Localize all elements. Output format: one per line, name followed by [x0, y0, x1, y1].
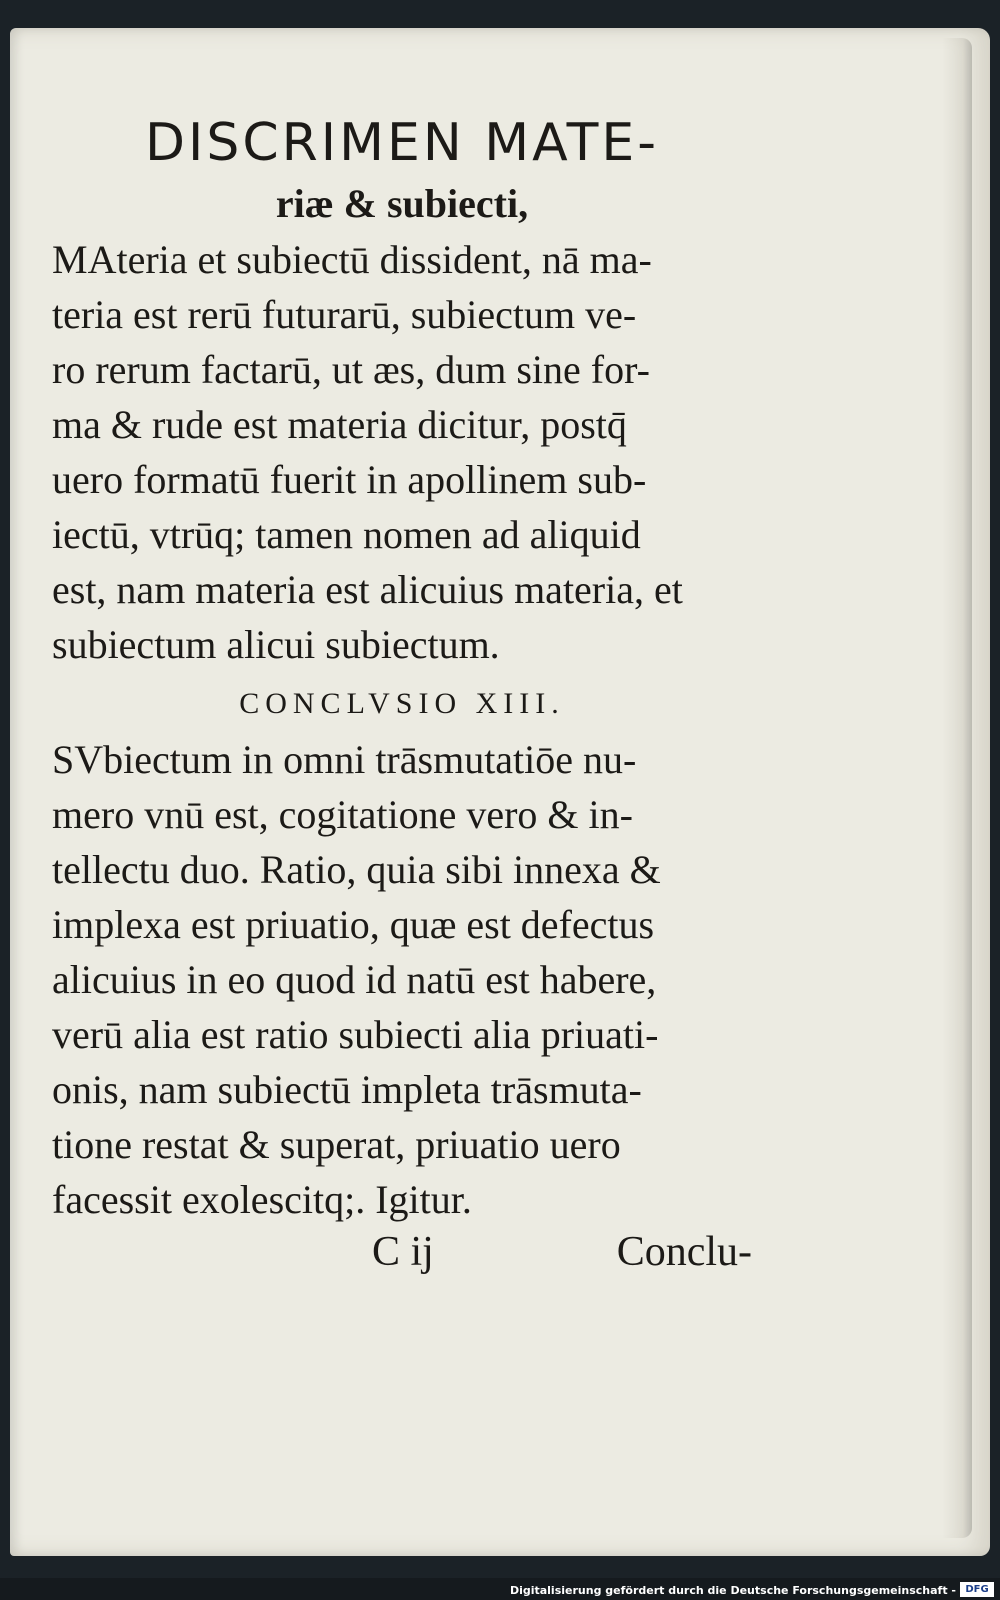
text-line: iectū, vtrūq; tamen nomen ad aliquid — [52, 512, 641, 557]
page-title: DISCRIMEN MATE- — [144, 113, 660, 173]
text-line: subiectum alicui subiectum. — [52, 622, 500, 667]
text-line: tione restat & superat, priuatio uero — [52, 1122, 621, 1167]
paragraph-2 — [52, 732, 752, 1227]
page-edge-shadow — [942, 38, 972, 1538]
funding-credit: Digitalisierung gefördert durch die Deutsche Forschungsgemeinschaft - — [509, 1584, 956, 1597]
text-line: ro rerum factarū, ut æs, dum sine for- — [52, 347, 650, 392]
text-line: mero vnū est, cogitatione vero & in- — [52, 792, 633, 837]
text-line: verū alia est ratio subiecti alia priuati- — [52, 1012, 659, 1057]
credit-bar — [0, 1578, 1000, 1600]
text-line: implexa est priuatio, quæ est defectus — [52, 902, 655, 947]
text-line: onis, nam subiectū impleta trāsmuta- — [52, 1067, 642, 1112]
text-line: est, nam materia est alicuius materia, et — [52, 567, 683, 612]
section-heading: CONCLVSIO XIII. — [239, 687, 565, 720]
page-footer — [52, 1228, 752, 1288]
page-title-continuation: riæ & subiecti, — [275, 181, 529, 226]
page-text — [52, 110, 752, 1227]
text-line: SVbiectum in omni trāsmutatiōe nu- — [52, 737, 637, 782]
text-line: MAteria et subiectū dissident, nā ma- — [52, 237, 652, 282]
catchword: Conclu- — [616, 1229, 752, 1275]
text-line: ma & rude est materia dicitur, postq̄ — [52, 402, 627, 447]
signature-mark: C ij — [372, 1229, 434, 1275]
dfg-logo: DFG — [960, 1582, 994, 1597]
paragraph-1 — [52, 232, 752, 672]
text-line: facessit exolescitq;. Igitur. — [52, 1177, 472, 1222]
text-line: uero formatū fuerit in apollinem sub- — [52, 457, 647, 502]
text-line: alicuius in eo quod id natū est habere, — [52, 957, 657, 1002]
text-line: teria est rerū futurarū, subiectum ve- — [52, 292, 637, 337]
text-line: tellectu duo. Ratio, quia sibi innexa & — [52, 847, 661, 892]
